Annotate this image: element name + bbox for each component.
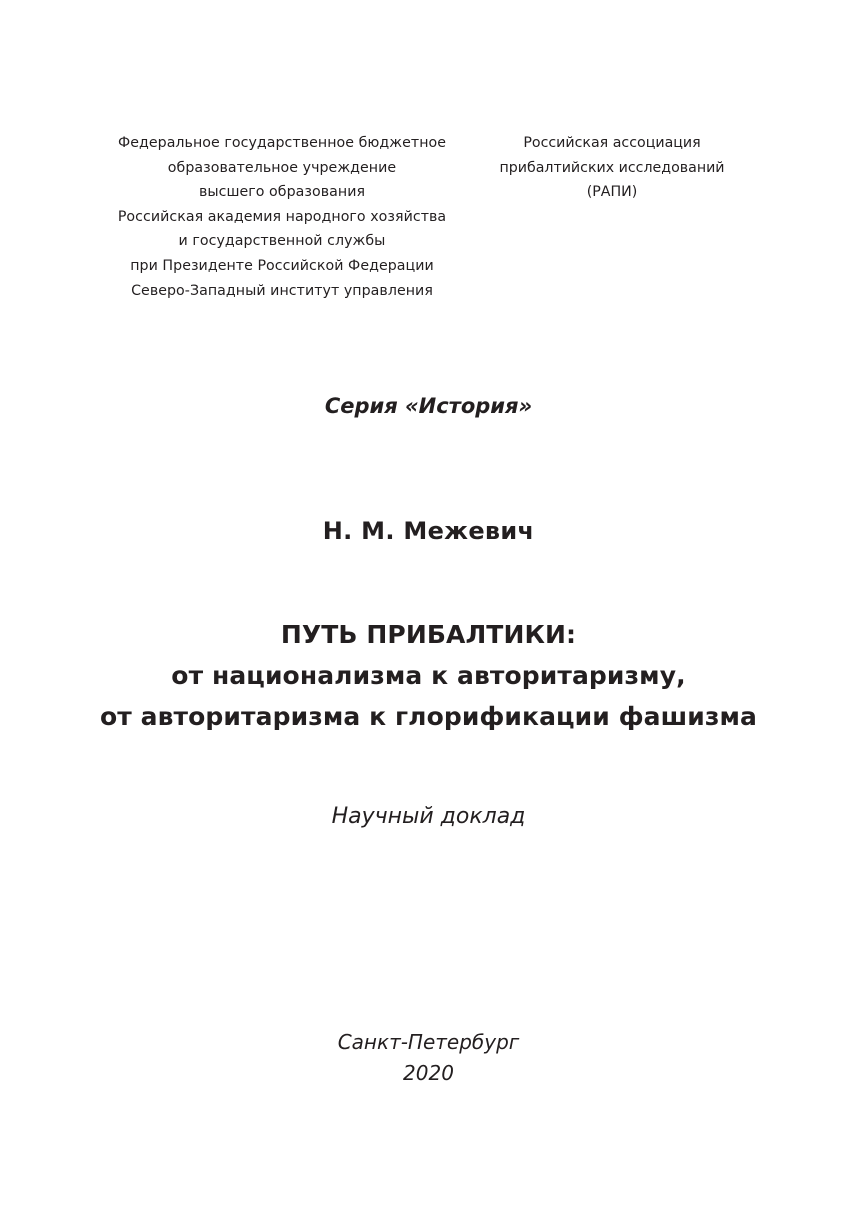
genre-label: Научный доклад xyxy=(331,804,526,829)
publisher-left-line: Российская академия народного хозяйства xyxy=(117,208,447,225)
title-line: от авторитаризма к глорификации фашизма xyxy=(100,702,757,731)
publisher-left-line: Федеральное государственное бюджетное xyxy=(117,135,447,151)
publisher-left-line: Северо-Западный институт управления xyxy=(131,282,433,299)
publisher-right-line: (РАПИ) xyxy=(586,184,638,201)
title-line: от национализма к авторитаризму, xyxy=(171,661,686,690)
publisher-left-line: высшего образования xyxy=(198,184,366,201)
imprint-block xyxy=(0,1027,857,1089)
imprint-city: Санкт-Петербург xyxy=(337,1030,520,1054)
publisher-left-line: при Президенте Российской Федерации xyxy=(130,257,434,274)
publisher-right-block xyxy=(492,131,732,205)
publisher-right-line: Российская ассоциация xyxy=(523,135,701,151)
publisher-left-block xyxy=(112,131,452,303)
title-line: ПУТЬ ПРИБАЛТИКИ: xyxy=(280,620,577,649)
publisher-right-line: прибалтийских исследований xyxy=(499,159,725,176)
publisher-left-line: и государственной службы xyxy=(178,233,386,250)
publisher-left-line: образовательное учреждение xyxy=(167,159,397,176)
imprint-year: 2020 xyxy=(403,1061,454,1085)
book-title xyxy=(0,614,857,737)
series-label: Серия «История» xyxy=(324,394,533,418)
author-name: Н. М. Межевич xyxy=(322,517,535,545)
